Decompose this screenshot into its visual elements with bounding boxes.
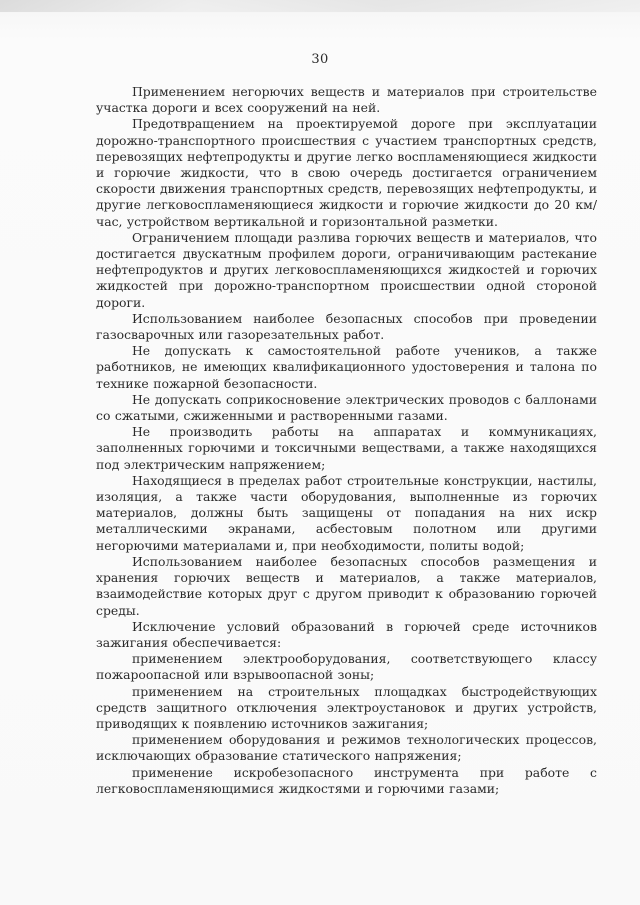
paragraph-no-work-on-filled-apparatus: Не производить работы на аппаратах и коммуникациях, заполненных горючими и токсичными веществами, а также находящихся под электрическим напряжением; <box>96 424 597 472</box>
paragraph-wires-cylinders: Не допускать соприкосновение электрических проводов с баллонами со сжатыми, сжиженными и растворенными газами. <box>96 391 597 424</box>
paragraph-spark-protection: Находящиеся в пределах работ строительные конструкции, настилы, изоляция, а также части оборудования, выполненные из горючих материалов, должны быть защищены от попадания на них искр металлическими экранами, асбестовым полотном или другими негорючими материалами и, при необходимости, политы водой; <box>96 472 597 553</box>
list-item-protective-shutdown: применением на строительных площадках быстродействующих средств защитного отключения электроустановок и других устройств, приводящих к появлению источников зажигания; <box>96 683 597 731</box>
paragraph-accident-prevention: Предотвращением на проектируемой дороге при эксплуатации дорожно-транспортного происшествия с участием транспортных средств, перевозящих нефтепродукты и другие легко воспламеняющиеся жидкости и горючие жидкости, что в свою очередь достигается ограничением скорости движения транспортных средств, перевозящих нефтепродукты, и другие легковоспламеняющиеся жидкости и горючие жидкости до 20 км/час, устройством вертикальной и горизонтальной разметки. <box>96 116 598 229</box>
page-number: 30 <box>311 52 329 67</box>
paragraph-spill-area: Ограничением площади разлива горючих веществ и материалов, что достигается двускатным профилем дороги, ограничивающим растекание нефтепродуктов и других легковоспламеняющихся жидкостей и горючих жидкостей при дорожно-транспортном происшествии одной стороной дороги. <box>96 229 597 310</box>
paragraph-safe-storage: Использованием наиболее безопасных способов размещения и хранения горючих веществ и материалов, а также материалов, взаимодействие которых друг с другом приводит к образованию горючей среды. <box>96 553 597 618</box>
list-item-electrical-equipment: применением электрооборудования, соответствующего классу пожароопасной или взрывоопасной зоны; <box>96 651 597 683</box>
paragraph-noncombustible-materials: Применением негорючих веществ и материалов при строительстве участка дороги и всех сооружений на ней. <box>96 84 597 116</box>
document-body <box>96 84 597 797</box>
list-item-spark-safe-tools: применение искробезопасного инструмента при работе с легковоспламеняющимися жидкостями и горючими газами; <box>96 764 597 796</box>
paragraph-no-unqualified-workers: Не допускать к самостоятельной работе учеников, а также работников, не имеющих квалификационного удостоверения и талона по технике пожарной безопасности. <box>96 343 597 391</box>
paragraph-gas-welding: Использованием наиболее безопасных способов при проведении газосварочных или газорезательных работ. <box>96 310 597 343</box>
paragraph-ignition-sources: Исключение условий образований в горючей среде источников зажигания обеспечивается: <box>96 618 597 650</box>
list-item-static-electricity: применением оборудования и режимов технологических процессов, исключающих образование статического напряжения; <box>96 732 597 764</box>
